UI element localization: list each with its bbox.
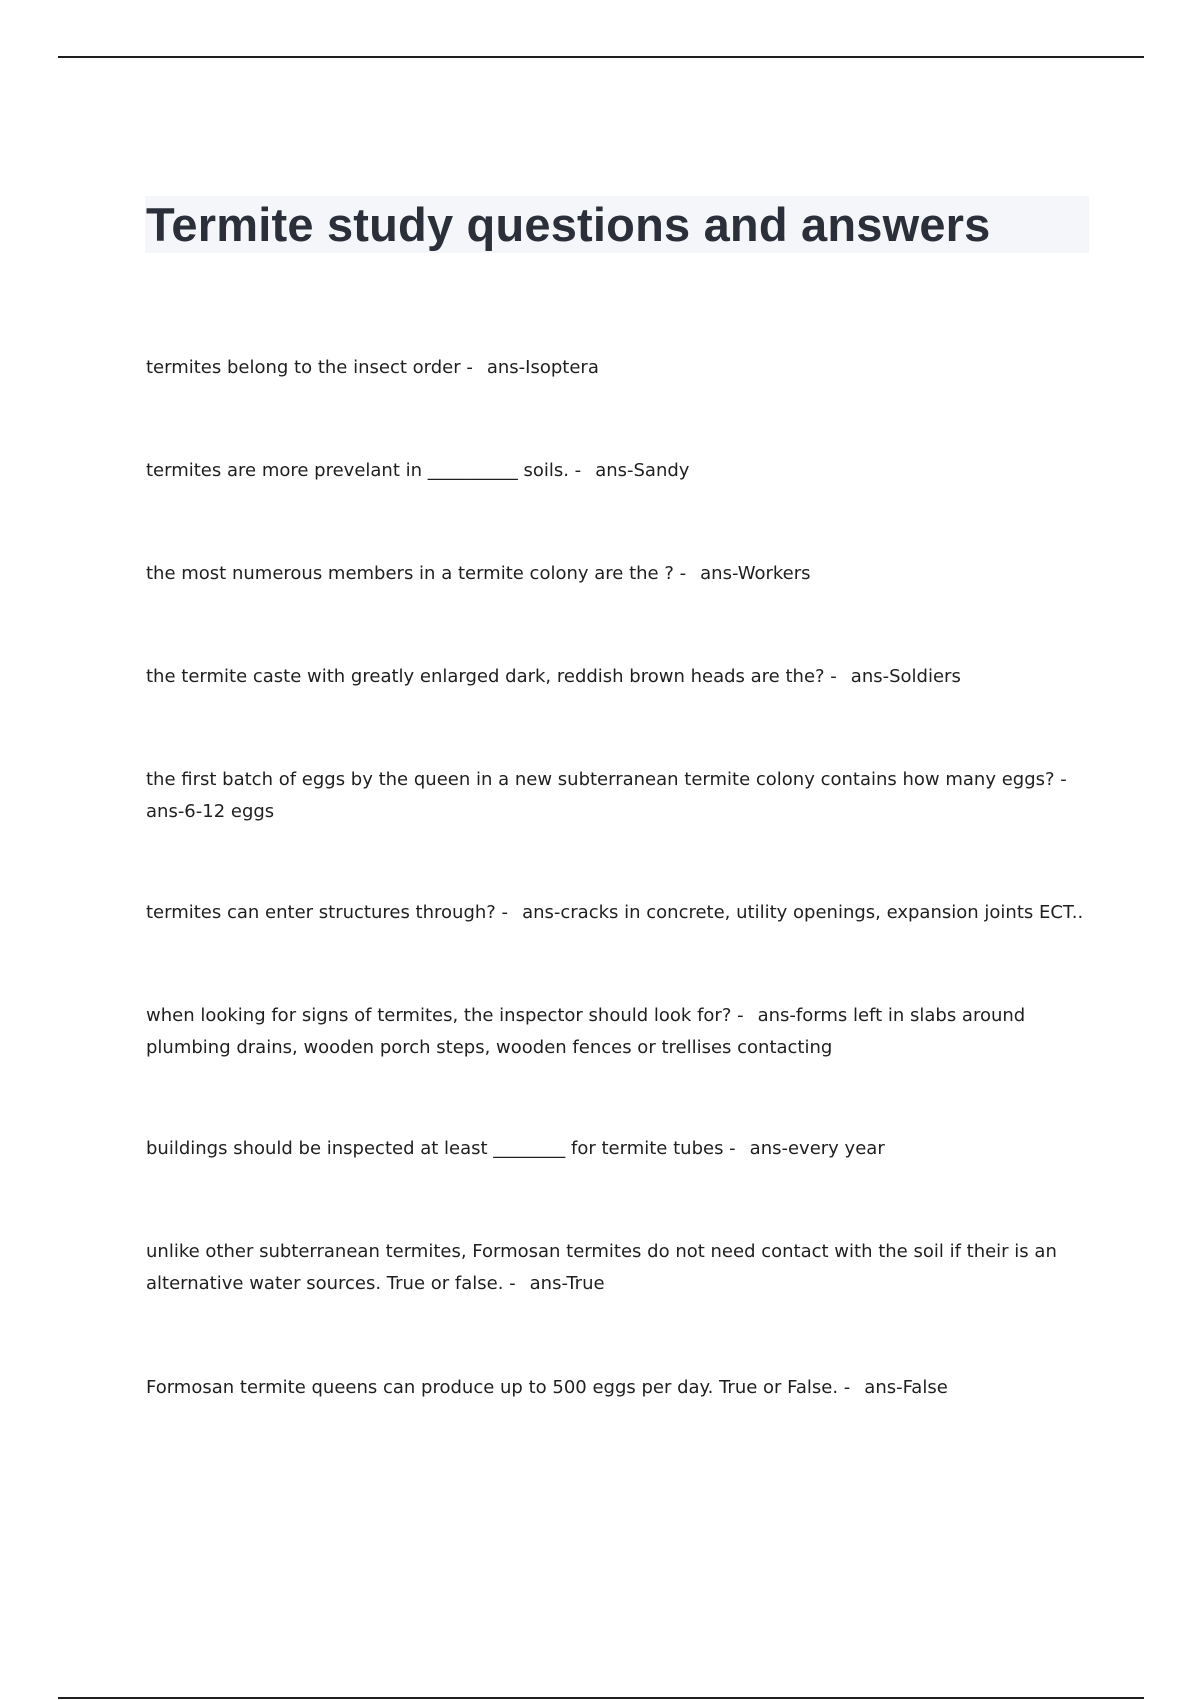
question-text: termites are more prevelant in __________ soils. -	[146, 460, 582, 481]
question-text: Formosan termite queens can produce up to 500 eggs per day. True or False. -	[146, 1377, 851, 1398]
question-text: unlike other subterranean termites, Formosan termites do not need contact with the soil if their is an alternative water sources. True or false. -	[146, 1241, 1057, 1294]
answer-text: ans-Isoptera	[486, 357, 599, 378]
question-text: when looking for signs of termites, the inspector should look for? -	[146, 1005, 744, 1026]
qa-item-3	[146, 558, 1086, 590]
answer-text: ans-forms left in slabs around plumbing drains, wooden porch steps, wooden fences or trellises contacting	[146, 1005, 1026, 1058]
qa-item-7	[146, 1000, 1086, 1064]
answer-text: ans-Workers	[700, 563, 811, 584]
qa-item-6	[146, 897, 1086, 929]
answer-text: ans-False	[864, 1377, 948, 1398]
qa-item-1	[146, 352, 1086, 384]
qa-item-4	[146, 661, 1086, 693]
answer-text: ans-every year	[749, 1138, 885, 1159]
document-title: Termite study questions and answers	[146, 198, 991, 251]
answer-text: ans-Sandy	[595, 460, 690, 481]
question-text: the first batch of eggs by the queen in a new subterranean termite colony contains how many eggs? -	[146, 769, 1067, 790]
qa-item-2	[146, 455, 1086, 487]
answer-text: ans-6-12 eggs	[146, 801, 275, 822]
qa-item-10	[146, 1372, 1086, 1404]
qa-item-9	[146, 1236, 1086, 1300]
answer-text: ans-True	[529, 1273, 605, 1294]
question-text: termites can enter structures through? -	[146, 902, 509, 923]
top-rule	[58, 56, 1144, 58]
question-text: the most numerous members in a termite colony are the ? -	[146, 563, 687, 584]
qa-item-5	[146, 764, 1086, 828]
question-text: the termite caste with greatly enlarged dark, reddish brown heads are the? -	[146, 666, 837, 687]
answer-text: ans-Soldiers	[850, 666, 961, 687]
qa-item-8	[146, 1133, 1086, 1165]
bottom-rule	[58, 1697, 1144, 1699]
question-text: termites belong to the insect order -	[146, 357, 473, 378]
answer-text: ans-cracks in concrete, utility openings, expansion joints ECT..	[522, 902, 1084, 923]
question-text: buildings should be inspected at least ________ for termite tubes -	[146, 1138, 736, 1159]
